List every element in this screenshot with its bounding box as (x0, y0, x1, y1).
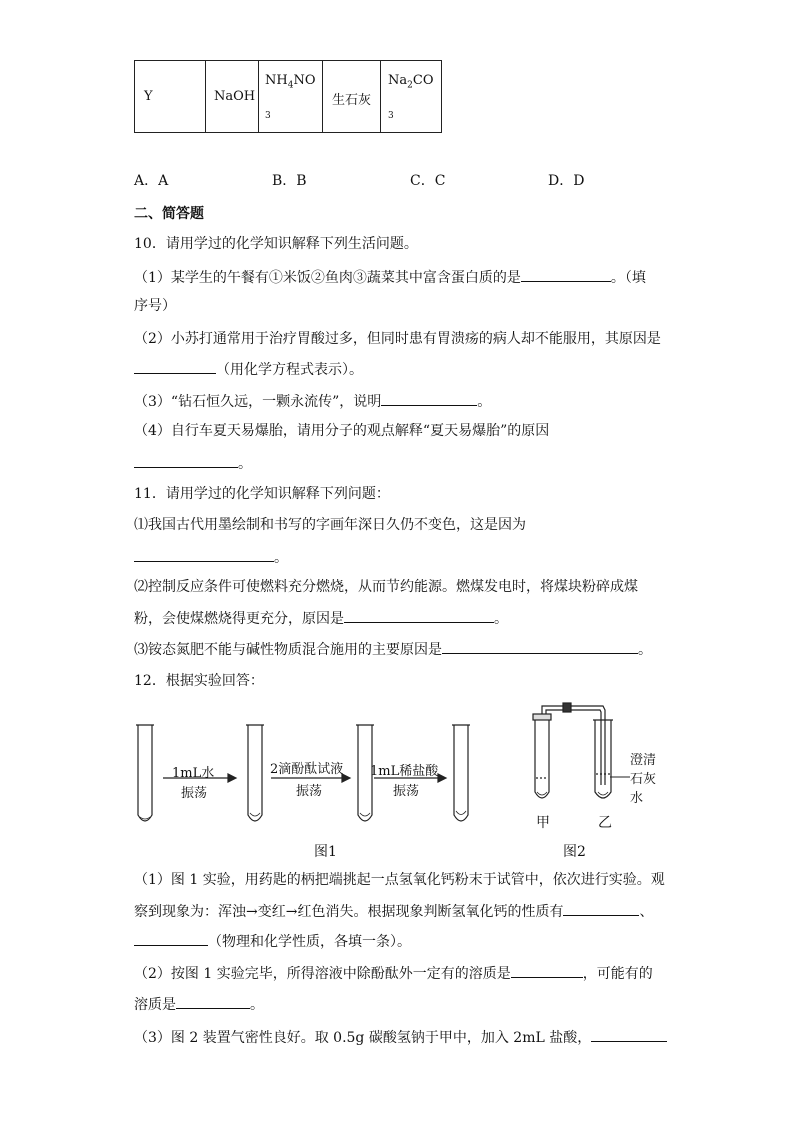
formula-sub: 2 (407, 80, 413, 91)
option-a[interactable]: A．A (134, 173, 169, 189)
limewater-label-line1: 澄清 (630, 753, 657, 768)
limewater-label-line3: 水 (630, 791, 644, 806)
cell-text (388, 73, 433, 91)
text: （2）按图 1 实验完毕，所得溶液中除酚酞外一定有的溶质是 (134, 966, 511, 982)
table-cell-nh4no3 (259, 61, 323, 133)
text: 粉，会使煤燃烧得更充分，原因是 (134, 611, 344, 627)
formula-wrap: 3 (265, 111, 271, 121)
q12-part2-cont (134, 994, 264, 1015)
q10-part1-cont: 序号） (134, 298, 176, 314)
q11-part1-cont (134, 547, 288, 568)
text: 察到现象为：浑浊→变红→红色消失。根据现象判断氢氧化钙的性质有 (134, 904, 564, 920)
step3-reagent: 1mL稀盐酸 (370, 764, 439, 779)
formula-part: Na (388, 73, 408, 88)
answer-blank[interactable] (134, 359, 216, 374)
tube-yi (593, 720, 613, 798)
text: （3）“钻石恒久远，一颗永流传”，说明 (134, 394, 382, 410)
test-tube-4 (452, 725, 470, 821)
table-row (135, 61, 442, 133)
text: 。 (274, 550, 288, 566)
option-b[interactable]: B．B (272, 173, 307, 189)
limewater-label-line2: 石灰 (630, 772, 657, 787)
option-c[interactable]: C．C (410, 173, 446, 189)
text: 。 (638, 642, 652, 658)
answer-blank[interactable] (521, 267, 611, 282)
tube-jia (533, 714, 551, 798)
q10-part1 (134, 267, 646, 288)
q11-part1: ⑴我国古代用墨绘制和书写的字画年深日久仍不变色，这是因为 (134, 517, 526, 533)
section-heading: 二、简答题 (134, 206, 204, 222)
q10-part2: （2）小苏打通常用于治疗胃酸过多，但同时患有胃溃疡的病人却不能服用，其原因是 (134, 331, 661, 347)
cell-text: 生石灰 (332, 93, 372, 108)
text: 。 (494, 611, 508, 627)
limewater-pointer (610, 770, 634, 784)
q10-stem: 10．请用学过的化学知识解释下列生活问题。 (134, 236, 418, 252)
text: 。（填 (610, 270, 646, 286)
test-tube-2 (246, 725, 264, 821)
formula-part: NO (293, 73, 316, 88)
table-cell-quicklime (323, 61, 381, 133)
answer-blank[interactable] (176, 994, 250, 1009)
formula-part: CO (412, 73, 434, 88)
formula-wrap: 3 (388, 111, 394, 121)
q11-part2-cont (134, 608, 508, 629)
text: 溶质是 (134, 997, 176, 1013)
q12-part1-cont (134, 901, 653, 922)
table-cell-na2co3 (381, 61, 442, 133)
q12-part3 (134, 1027, 667, 1048)
option-d[interactable]: D．D (548, 173, 585, 189)
yi-label: 乙 (598, 815, 612, 831)
answer-blank[interactable] (442, 639, 638, 654)
answer-blank[interactable] (511, 963, 583, 978)
q12-stem: 12．根据实验回答： (134, 673, 264, 689)
text: （1）某学生的午餐有①米饭②鱼肉③蔬菜其中富含蛋白质的是 (134, 270, 521, 286)
q11-part2: ⑵控制反应条件可使燃料充分燃烧，从而节约能源。燃煤发电时，将煤块粉碎成煤 (134, 579, 638, 595)
jia-label: 甲 (536, 815, 550, 831)
figure-2-apparatus (525, 700, 625, 810)
step1-reagent: 1mL水 (172, 766, 215, 781)
text: 、 (639, 904, 654, 920)
formula-sub: 4 (287, 80, 294, 91)
cell-text: NaOH (214, 89, 256, 104)
q10-part3 (134, 391, 491, 412)
q11-part3 (134, 639, 652, 660)
answer-blank[interactable] (134, 547, 274, 562)
q10-part4-cont (134, 453, 252, 474)
q11-stem: 11．请用学过的化学知识解释下列问题： (134, 486, 390, 502)
test-tube-1 (136, 725, 154, 821)
q10-part4: （4）自行车夏天易爆胎，请用分子的观点解释“夏天易爆胎”的原因 (134, 423, 550, 439)
reagent-table (134, 60, 442, 133)
q12-part1: （1）图 1 实验，用药匙的柄把端挑起一点氢氧化钙粉末于试管中，依次进行实验。观 (134, 872, 665, 888)
text: ，可能有的 (582, 966, 653, 982)
answer-blank[interactable] (344, 608, 494, 623)
answer-blank[interactable] (134, 931, 208, 946)
figure-2-caption: 图2 (563, 844, 586, 860)
formula-part: NH (265, 73, 288, 88)
answer-blank[interactable] (591, 1027, 667, 1042)
text: 。 (250, 997, 264, 1013)
text: ⑶铵态氮肥不能与碱性物质混合施用的主要原因是 (134, 642, 442, 658)
step1-action: 振荡 (181, 786, 208, 801)
text: （物理和化学性质，各填一条）。 (208, 934, 411, 950)
text: 。 (238, 456, 252, 472)
cell-text (265, 73, 316, 91)
q12-part1-cont2 (134, 931, 411, 952)
table-cell-naoh (206, 61, 259, 133)
step3-action: 振荡 (393, 784, 420, 799)
answer-blank[interactable] (134, 453, 238, 468)
row-label: Y (144, 89, 153, 104)
text: 。 (477, 394, 492, 410)
q10-part2-cont (134, 359, 363, 380)
text: （用化学方程式表示）。 (216, 362, 363, 378)
answer-blank[interactable] (381, 391, 477, 406)
figure-1-caption: 图1 (314, 844, 337, 860)
text: （3）图 2 装置气密性良好。取 0.5g 碳酸氢钠于甲中，加入 2mL 盐酸， (134, 1030, 592, 1046)
q12-part2 (134, 963, 653, 984)
answer-blank[interactable] (563, 901, 639, 916)
step2-reagent: 2滴酚酞试液 (270, 762, 344, 777)
step2-action: 振荡 (296, 784, 323, 799)
table-cell-y (135, 61, 206, 133)
